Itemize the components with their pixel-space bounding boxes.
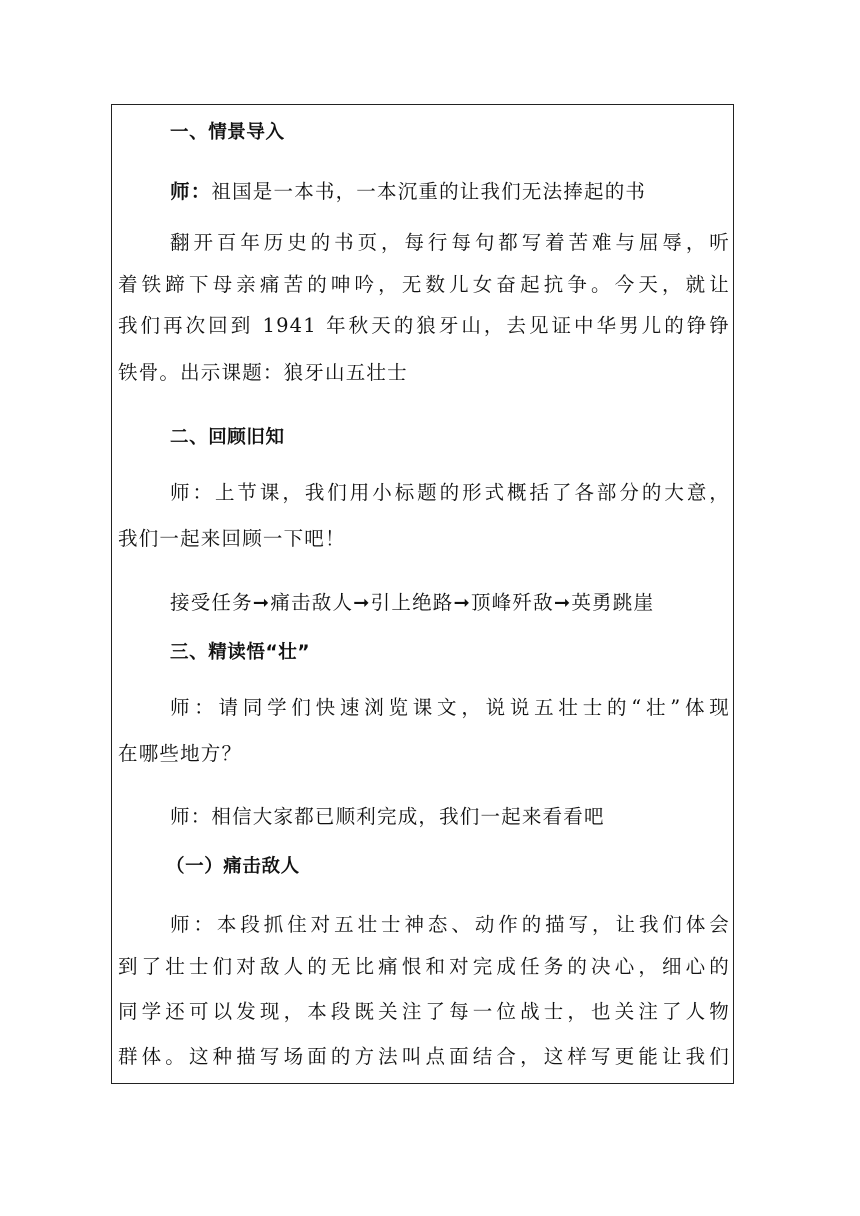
paragraph-line: 翻开百年历史的书页，每行每句都写着苦难与屈辱，听 [170, 231, 730, 254]
intro-text: 祖国是一本书，一本沉重的让我们无法捧起的书 [211, 180, 647, 203]
flow-summary-line: 接受任务➞痛击敌人➞引上绝路➞顶峰歼敌➞英勇跳崖 [170, 591, 655, 614]
teacher-intro-line [170, 177, 730, 207]
section-heading-3: 三、精读悟“壮” [170, 642, 311, 663]
paragraph-line: 铁骨。出示课题：狼牙山五壮士 [118, 361, 408, 384]
paragraph-line: 师：相信大家都已顺利完成，我们一起来看看吧 [170, 805, 605, 828]
section-heading-2: 二、回顾旧知 [170, 427, 285, 448]
teacher-label: 师： [170, 180, 212, 203]
paragraph-line: 师：请同学们快速浏览课文，说说五壮士的“壮”体现 [170, 696, 730, 719]
paragraph-line: 群体。这种描写场面的方法叫点面结合，这样写更能让我们 [118, 1045, 730, 1068]
section-heading-1: 一、情景导入 [170, 122, 285, 143]
paragraph-line: 师：上节课，我们用小标题的形式概括了各部分的大意， [170, 481, 730, 504]
paragraph-line: 在哪些地方？ [118, 742, 243, 765]
paragraph-line: 着铁蹄下母亲痛苦的呻吟，无数儿女奋起抗争。今天，就让 [118, 273, 730, 296]
paragraph-line: 我们再次回到 1941 年秋天的狼牙山，去见证中华男儿的铮铮 [118, 314, 730, 337]
paragraph-line: 我们一起来回顾一下吧！ [118, 527, 346, 550]
paragraph-line: 到了壮士们对敌人的无比痛恨和对完成任务的决心，细心的 [118, 955, 730, 978]
lesson-plan-table-cell [111, 104, 734, 1084]
paragraph-line: 同学还可以发现，本段既关注了每一位战士，也关注了人物 [118, 1000, 730, 1023]
paragraph-line: 师：本段抓住对五壮士神态、动作的描写，让我们体会 [170, 913, 730, 936]
sub-heading-1: （一）痛击敌人 [166, 856, 300, 877]
